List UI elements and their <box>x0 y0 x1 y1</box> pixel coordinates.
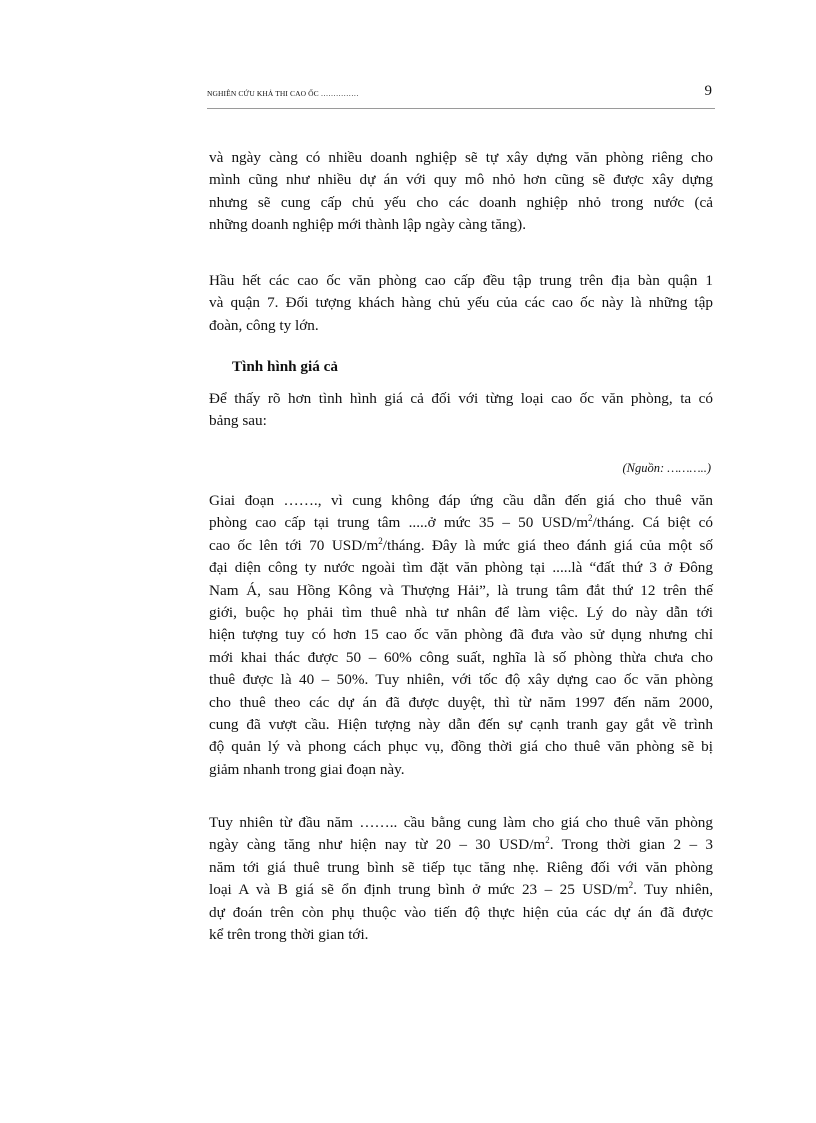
paragraph-line: Giai đoạn ……., vì cung không đáp ứng cầu dẫn đến giá cho thuê văn <box>209 492 713 509</box>
line-text: loại A và B giá sẽ ổn định trung bình ở mức 23 – 25 USD/m <box>209 881 629 899</box>
paragraph-line: cung đã vượt cầu. Hiện tượng này dẫn đến sự cạnh tranh gay gắt về trình <box>209 716 713 734</box>
paragraph-line: nhưng sẽ cung cấp chủ yếu cho các doanh nghiệp nhỏ trong nước (cả <box>209 193 713 211</box>
paragraph-line <box>209 535 713 557</box>
line-text: . Trong thời gian 2 – 3 <box>549 836 713 854</box>
paragraph-line: hiện tượng tuy có hơn 15 cao ốc văn phòng đã đưa vào sử dụng nhưng chỉ <box>209 626 713 644</box>
paragraph-1 <box>209 147 713 237</box>
source-note: (Nguồn: ………..) <box>622 461 711 475</box>
paragraph-line: Hầu hết các cao ốc văn phòng cao cấp đều tập trung trên địa bàn quận 1 <box>209 272 713 289</box>
superscript: 2 <box>588 513 593 524</box>
superscript: 2 <box>545 835 550 846</box>
paragraph-2 <box>209 270 713 337</box>
paragraph-line <box>209 834 713 856</box>
line-text: cao ốc lên tới 70 USD/m <box>209 536 379 554</box>
section-heading: Tình hình giá cả <box>232 358 338 375</box>
paragraph-line: Tuy nhiên từ đầu năm …….. cầu bằng cung làm cho giá cho thuê văn phòng <box>209 814 713 831</box>
paragraph-line: mới khai thác được 50 – 60% công suất, nghĩa là số phòng thừa chưa cho <box>209 648 713 666</box>
line-text: /tháng. Cá biệt có <box>592 514 713 532</box>
superscript: 2 <box>628 880 634 891</box>
paragraph-line: dự đoán trên còn phụ thuộc vào tiến độ thực hiện của các dự án đã được <box>209 903 713 921</box>
paragraph-line: mình cũng như nhiều dự án với quy mô nhỏ hơn cũng sẽ được xây dựng <box>209 171 713 189</box>
paragraph-line: đoàn, công ty lớn. <box>209 316 319 334</box>
header-rule <box>207 108 715 109</box>
paragraph-line: giảm nhanh trong giai đoạn này. <box>209 760 405 778</box>
paragraph-line: thuê được là 40 – 50%. Tuy nhiên, với tốc độ xây dựng cao ốc văn phòng <box>209 671 713 689</box>
paragraph-line: giới, buộc họ phải tìm thuê nhà tư nhân để làm việc. Lý do này dẫn tới <box>209 604 713 622</box>
paragraph-line: năm tới giá thuê trung bình sẽ tiếp tục tăng nhẹ. Riêng đối với văn phòng <box>209 858 713 876</box>
paragraph-5 <box>209 812 713 946</box>
paragraph-line: những doanh nghiệp mới thành lập ngày càng tăng). <box>209 216 526 234</box>
paragraph-line: kể trên trong thời gian tới. <box>209 926 369 944</box>
page-number: 9 <box>704 83 712 99</box>
paragraph-line: Để thấy rõ hơn tình hình giá cả đối với từng loại cao ốc văn phòng, ta có <box>209 390 713 407</box>
paragraph-line: cho thuê theo các dự án đã được duyệt, thì từ năm 1997 đến năm 2000, <box>209 693 713 711</box>
superscript: 2 <box>378 535 383 546</box>
paragraph-line: Nam Á, sau Hồng Kông và Thượng Hải”, là trung tâm đắt thứ 12 trên thế <box>209 581 713 599</box>
paragraph-3 <box>209 388 713 433</box>
paragraph-line: và ngày càng có nhiều doanh nghiệp sẽ tự xây dựng văn phòng riêng cho <box>209 149 713 166</box>
paragraph-line: đại diện công ty nước ngoài tìm đặt văn phòng tại .....là “đất thứ 3 ở Đông <box>209 559 713 577</box>
line-text: phòng cao cấp tại trung tâm .....ở mức 35 – 50 USD/m <box>209 514 589 532</box>
paragraph-line: bảng sau: <box>209 412 267 430</box>
line-text: /tháng. Đây là mức giá theo đánh giá của một số <box>382 536 713 554</box>
running-header <box>207 83 715 103</box>
paragraph-line <box>209 512 713 534</box>
line-text: . Tuy nhiên, <box>633 881 713 899</box>
paragraph-line <box>209 879 713 901</box>
paragraph-line: độ quản lý và phong cách phục vụ, đồng thời giá cho thuê văn phòng sẽ bị <box>209 738 713 756</box>
line-text: ngày càng tăng như hiện nay từ 20 – 30 USD/m <box>209 836 546 854</box>
running-title: NGHIÊN CỨU KHẢ THI CAO ỐC …………… <box>207 89 359 98</box>
paragraph-4 <box>209 490 713 781</box>
paragraph-line: và quận 7. Đối tượng khách hàng chủ yếu của các cao ốc này là những tập <box>209 294 713 312</box>
